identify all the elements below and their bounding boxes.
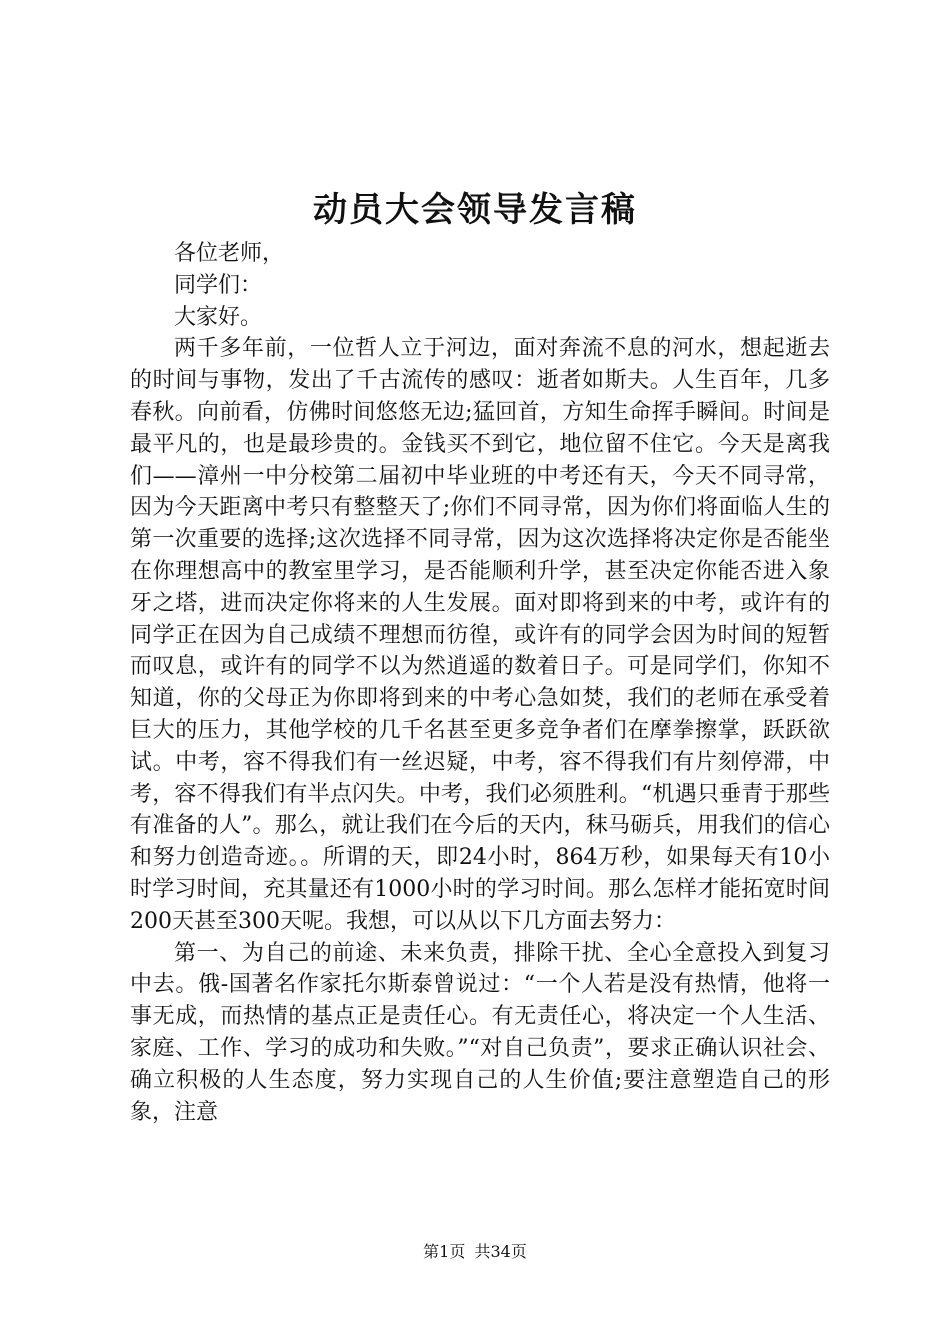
greeting-students: 同学们： xyxy=(174,272,263,298)
greeting-teachers: 各位老师， xyxy=(174,241,285,266)
page-number: 第1页 xyxy=(423,1242,466,1261)
page-footer xyxy=(0,1242,950,1262)
document-title: 动员大会领导发言稿 xyxy=(313,190,637,230)
document-body xyxy=(130,238,830,1128)
body-paragraph: 两千多年前，一位哲人立于河边，面对奔流不息的河水，想起逝去的时间与事物，发出了千古流传的感叹：逝者如斯夫。人生百年，几多春秋。向前看，仿佛时间悠悠无边;猛回首，方知生命挥手瞬间。时间是最平凡的，也是最珍贵的。金钱买不到它，地位留不住它。今天是离我们——漳州一中分校第二届初中毕业班的中考还有天，今天不同寻常，因为今天距离中考只有整整天了;你们不同寻常，因为你们将面临人生的第一次重要的选择;这次选择不同寻常，因为这次选择将决定你是否能坐在你理想高中的教室里学习，是否能顺利升学，甚至决定你能否进入象牙之塔，进而决定你将来的人生发展。面对即将到来的中考，或许有的同学正在因为自己成绩不理想而彷徨，或许有的同学会因为时间的短暂而叹息，或许有的同学不以为然逍遥的数着日子。可是同学们，你知不知道，你的父母正为你即将到来的中考心急如焚，我们的老师在承受着巨大的压力，其他学校的几千名甚至更多竞争者们在摩拳擦掌，跃跃欲试。中考，容不得我们有一丝迟疑，中考，容不得我们有片刻停滞，中考，容不得我们有半点闪失。中考，我们必须胜利。“机遇只垂青于那些有准备的人”。那么，就让我们在今后的天内，秣马砺兵，用我们的信心和努力创造奇迹。。所谓的天，即24小时，864万秒，如果每天有10小时学习时间，充其量还有1000小时的学习时间。那么怎样才能拓宽时间200天甚至300天呢。我想，可以从以下几方面去努力： xyxy=(130,336,830,934)
page-total: 共34页 xyxy=(474,1242,527,1261)
greeting-hello: 大家好。 xyxy=(174,304,263,330)
body-paragraph: 第一、为自己的前途、未来负责，排除干扰、全心全意投入到复习中去。俄-国著名作家托尔斯泰曾说过：“一个人若是没有热情，他将一事无成，而热情的基点正是责任心。有无责任心，将决定一个人生活、家庭、工作、学习的成功和失败。”“对自己负责”，要求正确认识社会、确立积极的人生态度，努力实现自己的人生价值;要注意塑造自己的形象，注意 xyxy=(130,940,830,1125)
